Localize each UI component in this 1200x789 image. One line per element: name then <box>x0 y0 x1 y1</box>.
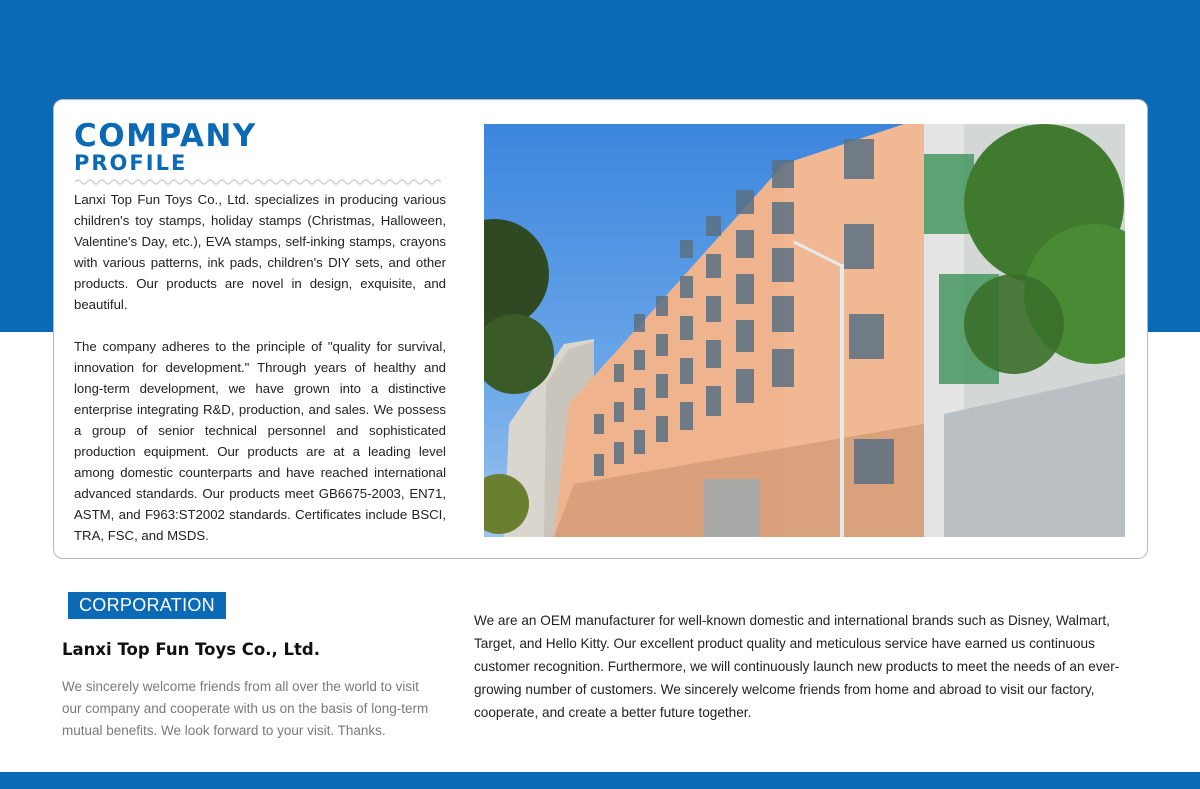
welcome-text: We sincerely welcome friends from all over the world to visit our company and cooperate with us on the basis of long-term mutual benefits. We look forward to your visit. Thanks. <box>62 679 429 738</box>
bottom-blue-band <box>0 772 1200 789</box>
profile-paragraph: The company adheres to the principle of "quality for survival, innovation for development." Through years of healthy and long-term development, we have grown into a distinctive enterprise integrating R&D, production, and sales. We possess a group of senior technical personnel and sophisticated production equipment. Our products are at a leading level among domestic counterparts and have reached international advanced standards. Our products meet GB6675-2003, EN71, ASTM, and F963:ST2002 standards. Certificates include BSCI, TRA, FSC, and MSDS. <box>74 339 446 543</box>
wavy-divider <box>75 178 441 186</box>
section-title: COMPANY <box>74 118 257 154</box>
company-name: Lanxi Top Fun Toys Co., Ltd. <box>62 640 321 659</box>
section-subtitle: PROFILE <box>74 151 188 175</box>
profile-text <box>74 189 446 546</box>
factory-building-photo <box>484 124 1125 537</box>
profile-paragraph: Lanxi Top Fun Toys Co., Ltd. specializes in producing various children's toy stamps, holiday stamps (Christmas, Halloween, Valentine's Day, etc.), EVA stamps, self-inking stamps, crayons with various patterns, ink pads, children's DIY sets, and other products. Our products are novel in design, exquisite, and beautiful. <box>74 192 446 312</box>
corporation-badge: CORPORATION <box>68 592 226 619</box>
oem-description: We are an OEM manufacturer for well-known domestic and international brands such as Disney, Walmart, Target, and Hello Kitty. Our excellent product quality and meticulous service have earned us continuous customer recognition. Furthermore, we will continuously launch new products to meet the needs of an ever-growing number of customers. We sincerely welcome friends from home and abroad to visit our factory, cooperate, and create a better future together. <box>474 613 1120 720</box>
